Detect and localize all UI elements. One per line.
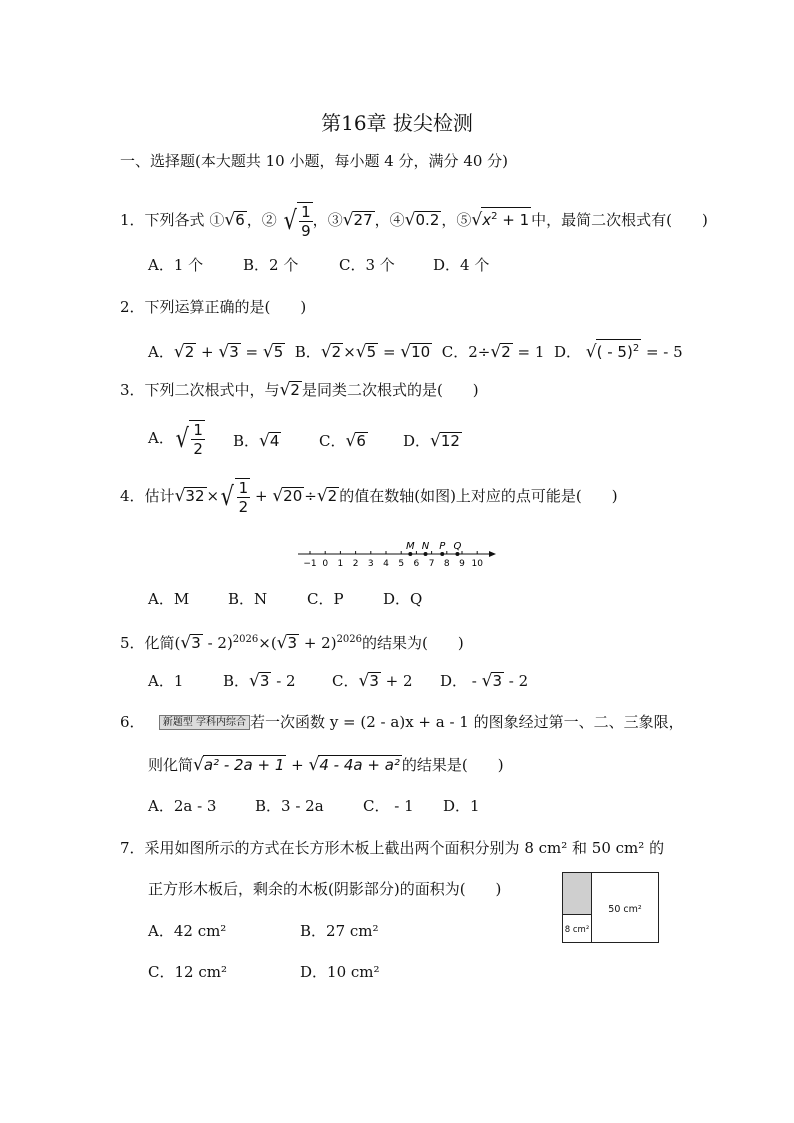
q5-b-radicand: 3 <box>259 672 270 690</box>
sqrt-icon: √ <box>193 755 204 775</box>
number-line-point-label: M <box>405 541 415 552</box>
q2-a-label: A． <box>148 343 174 361</box>
q2-a-r3: 5 <box>273 343 284 361</box>
q3-pre: 下列二次根式中，与 <box>144 381 280 399</box>
q6-pre-2: 则化简 <box>148 756 194 774</box>
q6-line-2 <box>148 755 504 775</box>
q6-badge: 新题型 学科内综合 <box>159 715 250 730</box>
q6-plus: + <box>286 756 309 774</box>
q1-marker-2: ② <box>261 211 277 229</box>
question-4-stem <box>120 478 618 516</box>
q4-option-d: D．Q <box>383 590 423 608</box>
number-line-point-label: Q <box>453 541 462 552</box>
question-7-line-2: 正方形木板后，剩余的木板(阴影部分)的面积为( ) <box>148 880 502 898</box>
q2-stem-text: 下列运算正确的是( ) <box>144 298 307 316</box>
q1-option-b: B．2 个 <box>243 256 299 274</box>
q6-option-a: A．2a - 3 <box>148 797 217 815</box>
sqrt-icon: √ <box>400 342 412 362</box>
q7-option-c: C．12 cm² <box>148 963 227 981</box>
q3-a-num: 1 <box>193 421 203 439</box>
q2-a-eq: = <box>240 343 263 361</box>
q3-number: 3． <box>120 381 145 399</box>
q4-radicand-3: 2 <box>327 487 338 505</box>
question-1-stem <box>120 202 708 240</box>
q6-number: 6． <box>120 713 145 731</box>
sqrt-icon: √ <box>490 342 502 362</box>
q3-option-c: C．√6 <box>319 431 366 451</box>
number-line-tick-label: 7 <box>428 559 435 569</box>
q3-d-radicand: 12 <box>440 432 460 450</box>
question-3-stem <box>120 380 479 400</box>
q4-option-c: C．P <box>307 590 344 608</box>
question-2-stem <box>120 297 306 317</box>
q7-number: 7． <box>120 839 145 857</box>
number-line-tick-label: 0 <box>322 559 329 569</box>
sqrt-icon: √ <box>471 210 483 230</box>
sqrt-icon: √ <box>220 482 234 512</box>
q2-b-times: × <box>343 343 356 361</box>
q1-radicand-3: 27 <box>353 211 373 229</box>
q7-option-b: B．27 cm² <box>300 922 379 940</box>
q5-mid-1: - 2) <box>202 634 233 652</box>
small-square-label: 8 cm² <box>564 925 590 935</box>
question-7-line-1 <box>120 838 664 858</box>
sqrt-icon: √ <box>342 210 354 230</box>
q1-radicand-1: 6 <box>235 211 245 229</box>
q1-marker-4: ④ <box>389 211 405 229</box>
number-line-point <box>455 552 459 556</box>
sqrt-icon: √ <box>585 342 597 362</box>
sqrt-icon: √ <box>173 342 185 362</box>
q1-prefix: 下列各式 <box>144 211 210 229</box>
sqrt-icon: √ <box>174 486 186 506</box>
q1-sep-2: ， <box>312 211 328 229</box>
question-6-stem <box>120 712 684 732</box>
number-line-tick-label: −1 <box>303 559 317 569</box>
sqrt-icon: √ <box>224 210 236 230</box>
sqrt-icon: √ <box>320 342 332 362</box>
q2-number: 2． <box>120 298 145 316</box>
q1-marker-3: ③ <box>327 211 343 229</box>
sqrt-icon: √ <box>259 431 270 451</box>
sqrt-icon: √ <box>430 431 441 451</box>
q5-exponent-2: 2026 <box>336 634 363 645</box>
q3-option-d: D．√12 <box>403 431 460 451</box>
q2-b-r1: 2 <box>331 343 342 361</box>
q3-options <box>148 420 205 458</box>
q7-figure <box>561 871 663 945</box>
q1-sep-4: ， <box>441 211 457 229</box>
sqrt-icon: √ <box>355 342 367 362</box>
q3-option-b: B．√4 <box>233 431 280 451</box>
q1-marker-5: ⑤ <box>456 211 472 229</box>
q5-post: 的结果为( ) <box>362 634 464 652</box>
q1-radicand-4: 0.2 <box>415 211 440 229</box>
large-square-label: 50 cm² <box>608 904 642 915</box>
q5-radicand-1: 3 <box>191 634 201 652</box>
number-line-point <box>408 552 412 556</box>
number-line-tick-label: 2 <box>352 559 359 569</box>
q1-sep-1: ， <box>246 211 262 229</box>
sqrt-icon: √ <box>249 671 260 691</box>
q4-div: ÷ <box>304 487 317 505</box>
sqrt-icon: √ <box>345 431 357 451</box>
q2-c-eq: = 1 <box>512 343 545 361</box>
question-5-stem <box>120 630 464 653</box>
number-line-point-label: P <box>439 541 446 552</box>
number-line-tick-label: 10 <box>471 559 483 569</box>
sqrt-icon: √ <box>404 210 416 230</box>
q4-radicand-1: 32 <box>185 487 205 505</box>
q2-b-label: B． <box>294 343 321 361</box>
q2-d-label: D． <box>553 343 581 361</box>
q6-option-d: D．1 <box>443 797 480 815</box>
q4-pre: 估计 <box>144 487 175 505</box>
q2-b-eq: = <box>378 343 401 361</box>
sqrt-icon: √ <box>218 342 230 362</box>
sqrt-icon: √ <box>308 755 320 775</box>
q7-option-a: A．42 cm² <box>148 922 227 940</box>
sqrt-icon: √ <box>358 671 370 691</box>
q5-d-radicand: 3 <box>492 672 503 690</box>
number-line-point <box>440 552 444 556</box>
q1-suffix: 中，最简二次根式有( ) <box>531 211 708 229</box>
q7-option-d: D．10 cm² <box>300 963 380 981</box>
q1-radicand-5: $x^2 + 1$ <box>481 207 531 229</box>
q1-frac-den: 9 <box>301 222 311 240</box>
q4-plus: + <box>250 487 273 505</box>
q5-times: ×( <box>258 634 277 652</box>
q2-c-text: 2÷ <box>468 343 491 361</box>
sqrt-icon: √ <box>175 424 189 454</box>
q6-option-c: C． - 1 <box>363 797 414 815</box>
q6-option-b: B．3 - 2a <box>255 797 324 815</box>
q4-option-a: A．M <box>148 590 190 608</box>
q2-options <box>148 339 683 362</box>
sqrt-icon: √ <box>276 633 288 653</box>
sqrt-icon: √ <box>481 671 493 691</box>
q1-option-c: C．3 个 <box>339 256 395 274</box>
sqrt-icon: √ <box>283 206 297 236</box>
q1-number: 1． <box>120 211 145 229</box>
q6-radicand-2: 4 - 4a + a² <box>319 756 400 774</box>
sqrt-icon: √ <box>279 380 291 400</box>
sqrt-icon: √ <box>180 633 192 653</box>
q4-times: × <box>206 487 220 505</box>
q4-number-line <box>296 536 502 572</box>
q1-frac-radical <box>282 202 313 240</box>
q2-a-r1: 2 <box>184 343 195 361</box>
sqrt-icon: √ <box>262 342 274 362</box>
number-line-tick-label: 5 <box>398 559 405 569</box>
q4-post: 的值在数轴(如图)上对应的点可能是( ) <box>339 487 618 505</box>
q6-line-1: 若一次函数 y = (2 - a)x + a - 1 的图象经过第一、二、三象限， <box>250 713 684 731</box>
q5-pre: 化简( <box>144 634 181 652</box>
q1-option-a: A．1 个 <box>148 256 204 274</box>
q4-radicand-2: 20 <box>283 487 303 505</box>
q2-c-label: C． <box>441 343 469 361</box>
sqrt-icon: √ <box>316 486 328 506</box>
number-line-tick-label: 3 <box>367 559 374 569</box>
q2-d-radicand: ( - 5)$^2$ <box>596 339 642 361</box>
q4-frac-den: 2 <box>238 498 249 516</box>
arrow-right-icon <box>489 551 496 557</box>
section-header: 一、选择题(本大题共 10 小题，每小题 4 分，满分 40 分) <box>120 152 509 170</box>
q1-sep-3: ， <box>374 211 390 229</box>
number-line-tick-label: 9 <box>459 559 465 569</box>
page-title: 第16章 拔尖检测 <box>321 111 473 135</box>
q3-post: 是同类二次根式的是( ) <box>301 381 479 399</box>
q2-a-plus: + <box>196 343 219 361</box>
number-line-tick-label: 4 <box>383 559 389 569</box>
q3-a-label: A． <box>148 429 174 447</box>
q5-option-a: A．1 <box>148 672 184 690</box>
q2-b-r3: 10 <box>411 343 431 361</box>
q2-c-r1: 2 <box>501 343 511 361</box>
q1-frac-num: 1 <box>301 203 311 221</box>
q3-radicand: 2 <box>290 381 300 399</box>
q4-option-b: B．N <box>228 590 268 608</box>
q1-option-d: D．4 个 <box>433 256 490 274</box>
q3-b-radicand: 4 <box>269 432 280 450</box>
q5-exponent-1: 2026 <box>232 634 259 645</box>
q4-frac-num: 1 <box>238 479 249 497</box>
q1-marker-1: ① <box>209 211 225 229</box>
number-line-point-label: N <box>421 541 430 552</box>
sqrt-icon: √ <box>272 486 284 506</box>
q4-number: 4． <box>120 487 145 505</box>
number-line-tick-label: 6 <box>413 559 420 569</box>
q5-number: 5． <box>120 634 145 652</box>
q5-option-c: C．√3 + 2 <box>332 671 413 691</box>
q5-mid-2: + 2) <box>299 634 337 652</box>
q2-b-r2: 5 <box>366 343 377 361</box>
q5-option-b: B．√3 - 2 <box>223 671 296 691</box>
q2-d-eq: = - 5 <box>641 343 683 361</box>
q3-a-den: 2 <box>193 440 203 458</box>
number-line-tick-label: 8 <box>443 559 450 569</box>
q4-frac-radical <box>219 478 250 516</box>
q3-c-radicand: 6 <box>356 432 366 450</box>
q7-line-1-text: 采用如图所示的方式在长方形木板上截出两个面积分别为 8 cm² 和 50 cm² 的 <box>144 839 665 857</box>
q5-radicand-2: 3 <box>287 634 298 652</box>
q5-option-d: D． - √3 - 2 <box>440 671 529 691</box>
q2-a-r2: 3 <box>229 343 239 361</box>
q6-radicand-1: a² - 2a + 1 <box>203 756 285 774</box>
number-line-point <box>424 552 428 556</box>
q3-a-frac-radical <box>174 420 205 458</box>
shaded-region <box>563 873 592 915</box>
number-line-tick-label: 1 <box>337 559 344 569</box>
q6-post-2: 的结果是( ) <box>401 756 504 774</box>
q5-c-radicand: 3 <box>369 672 379 690</box>
